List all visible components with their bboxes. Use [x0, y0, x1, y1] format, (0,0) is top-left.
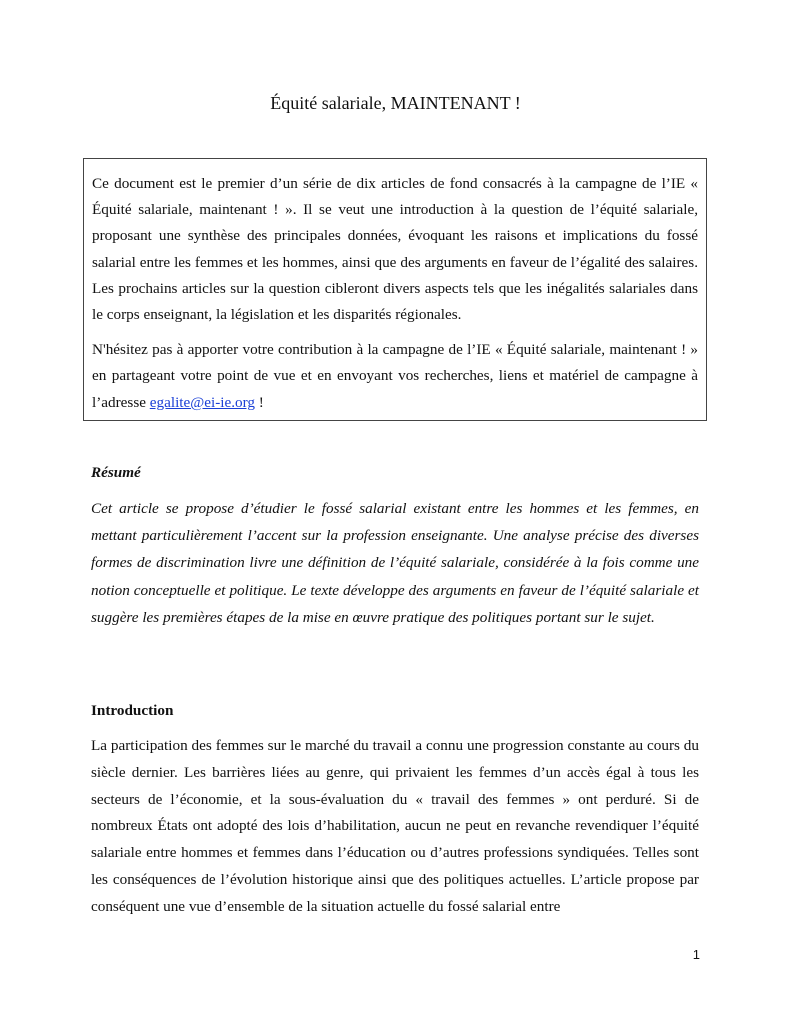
summary-text: Cet article se propose d’étudier le fossé salarial existant entre les hommes et les femmes, en mettant particulièrement l’accent sur la profession enseignante. Une analyse précise des diverses formes de discrimination livre une définition de l’équité salariale, considérée à la fois comme une notion conceptuelle et politique. Le texte développe des arguments en faveur de l’équité salariale et suggère les premières étapes de la mise en œuvre pratique des politiques portant sur le sujet. — [91, 500, 699, 626]
intro-box-paragraph-2-end: ! — [255, 393, 264, 411]
email-link[interactable]: egalite@ei-ie.org — [149, 393, 255, 411]
intro-box-paragraph-2-text: N'hésitez pas à apporter votre contribution à la campagne de l’IE « Équité salariale, maintenant ! » en partageant votre point de vue et en envoyant vos recherches, liens et matériel de campagne à l’adresse — [92, 341, 698, 411]
introduction-heading: Introduction — [91, 702, 174, 719]
intro-box-paragraph-1: Ce document est le premier d’un série de dix articles de fond consacrés à la campagne de l’IE « Équité salariale, maintenant ! ». Il se veut une introduction à la question de l’équité salariale, proposant une synthèse des principales données, évoquant les raisons et implications du fossé salarial entre les femmes et les hommes, ainsi que des arguments en faveur de l’égalité des salaires. Les prochains articles sur la question cibleront divers aspects tels que les inégalités salariales dans le corps enseignant, la législation et les disparités régionales. — [92, 175, 698, 324]
summary-heading: Résumé — [91, 464, 141, 481]
page-number: 1 — [692, 947, 700, 962]
intro-box-paragraph-2 — [92, 337, 698, 416]
intro-box — [83, 158, 707, 421]
document-title: Équité salariale, MAINTENANT ! — [270, 93, 521, 113]
introduction-text: La participation des femmes sur le marché du travail a connu une progression constante au cours du siècle dernier. Les barrières liées au genre, qui privaient les femmes d’un accès égal à tous les secteurs de l’économie, et la sous-évaluation du « travail des femmes » ont perduré. Si de nombreux États ont adopté des lois d’habilitation, aucun ne peut en revanche revendiquer l’équité salariale entre hommes et femmes dans l’éducation ou d’autres professions syndiquées. Telles sont les conséquences de l’évolution historique ainsi que des politiques actuelles. L’article propose par conséquent une vue d’ensemble de la situation actuelle du fossé salarial entre — [91, 737, 699, 915]
